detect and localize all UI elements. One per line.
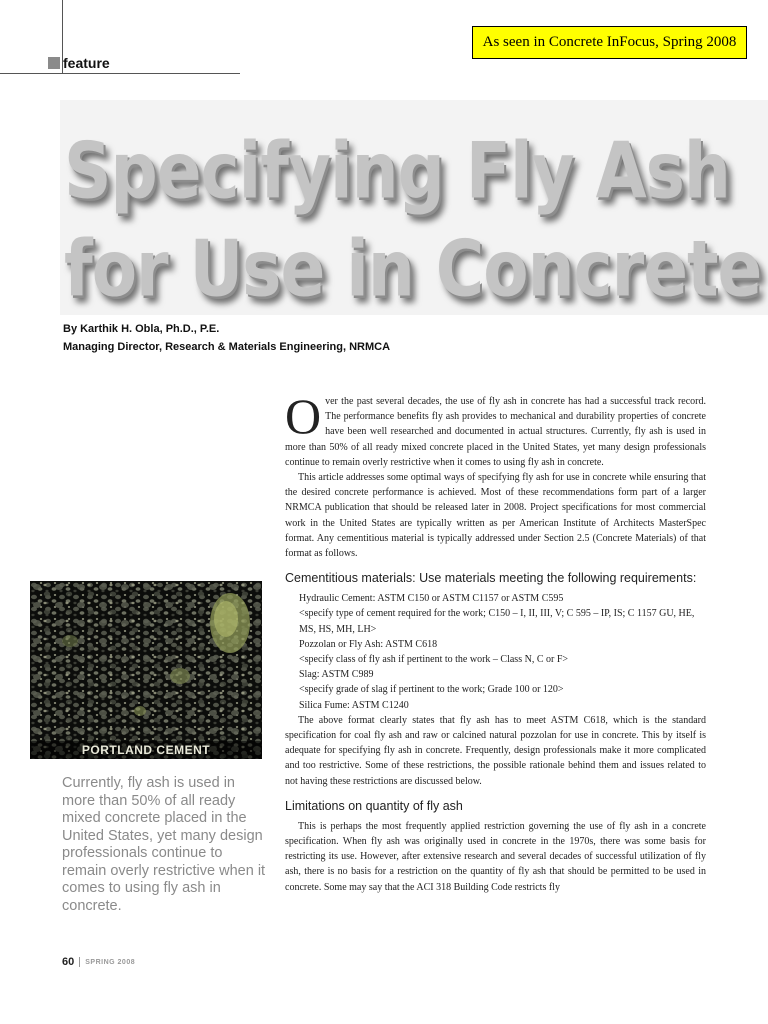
article-paragraph-1: Over the past several decades, the use of fly ash in concrete has had a successful track record. The performance benefits fly ash provides to mechanical and durability properties of concrete have been well researched and documented in actual structures. Currently, fly ash is used in more than 50% of all ready mixed concrete placed in the United States, yet many design professionals continue to remain overly restrictive when it comes to using fly ash in concrete.	[285, 388, 706, 468]
top-horizontal-rule	[0, 73, 240, 74]
issue-label: SPRING 2008	[85, 958, 136, 966]
subhead-cementitious-materials: Cementitious materials: Use materials meeting the following requirements:	[285, 571, 697, 586]
subhead-limitations: Limitations on quantity of fly ash	[285, 798, 463, 813]
section-tag	[48, 55, 110, 71]
title-line-1: Specifying Fly Ash	[64, 125, 730, 217]
photo-caption: PORTLAND CEMENT	[30, 741, 262, 759]
spec-line: <specify class of fly ash if pertinent to the work – Class N, C or F>	[299, 654, 569, 666]
byline	[63, 320, 390, 356]
article-paragraph-2: This article addresses some optimal ways of specifying fly ash for use in concrete while ensuring that the desired concrete performance is achieved. Most of these recommendations form part of a larger NRMCA publication that should be released later in 2008. Project specifications for most commercial work in the United States are typically written as per American Institute of Architects MasterSpec format. Any cementitious material is typically addressed under Section 2.5 (Concrete Materials) of that format as follows.	[285, 472, 706, 560]
spec-line: Silica Fume: ASTM C1240	[299, 699, 409, 711]
page-number: 60	[62, 956, 75, 968]
footer-divider	[79, 957, 80, 967]
spec-line: Pozzolan or Fly Ash: ASTM C618	[299, 638, 438, 650]
pull-quote: Currently, fly ash is used in more than 50% of all ready mixed concrete placed in the United States, yet many design professionals continue to remain overly restrictive when it comes to using fly ash in concrete.	[62, 775, 266, 914]
spec-list	[285, 591, 706, 713]
title-line-2: for Use in Concrete	[64, 223, 762, 315]
article-paragraph-3: The above format clearly states that fly ash has to meet ASTM C618, which is the standard specification for coal fly ash and raw or calcined natural pozzolan for use in concrete. This by itself is adequate for specifying fly ash in concrete. Frequently, design professionals make it more complicated and too restrictive. Some of these restrictions, the possible rationale behind them and issues related to not having these restrictions are discussed below.	[285, 714, 706, 787]
author-title: Managing Director, Research & Materials Engineering, NRMCA	[63, 341, 391, 353]
portland-cement-photo	[30, 581, 262, 759]
spec-line: Hydraulic Cement: ASTM C150 or ASTM C1157 or ASTM C595	[299, 593, 564, 605]
article-body	[285, 388, 706, 895]
spec-line: <specify type of cement required for the work; C150 – I, II, III, V; C 595 – IP, IS; C 1157 GU, HE, MS, HS, MH, LH>	[299, 608, 695, 635]
seen-in-banner: As seen in Concrete InFocus, Spring 2008	[472, 26, 747, 59]
page-footer	[62, 956, 135, 968]
drop-cap: O	[285, 388, 322, 444]
section-tag-square-icon	[48, 57, 60, 69]
spec-line: <specify grade of slag if pertinent to the work; Grade 100 or 120>	[299, 684, 564, 696]
spec-line: Slag: ASTM C989	[299, 669, 374, 681]
author-name: By Karthik H. Obla, Ph.D., P.E.	[63, 323, 220, 335]
page-title	[64, 122, 764, 318]
cement-micrograph-image	[30, 581, 262, 759]
article-paragraph-4: This is perhaps the most frequently applied restriction governing the use of fly ash in a concrete specification. When fly ash was originally used in concrete in the 1970s, there was some basis for restricting its use. However, after extensive research and several decades of successful utilization of fly ash, there is no basis for a restriction on the quantity of fly ash that should be permitted to be used in concrete. Some may say that the ACI 318 Building Code restricts fly	[285, 820, 706, 893]
section-tag-label: feature	[63, 55, 110, 71]
